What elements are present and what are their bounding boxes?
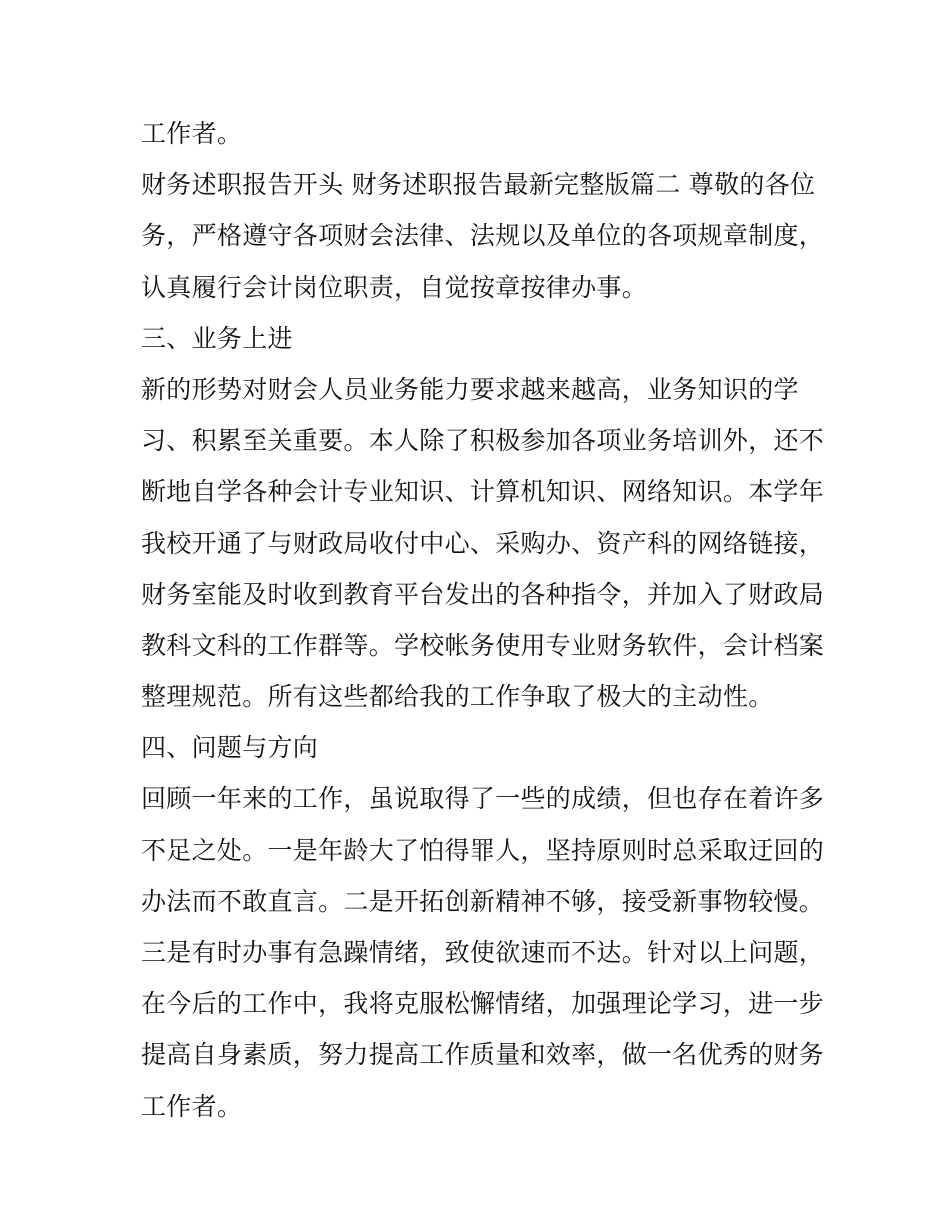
text-line: 在今后的工作中，我将克服松懈情绪，加强理论学习，进一步 <box>141 989 825 1019</box>
text-line: 不足之处。一是年龄大了怕得罪人，坚持原则时总采取迂回的 <box>141 835 825 865</box>
text-line: 务，严格遵守各项财会法律、法规以及单位的各项规章制度， <box>141 221 825 251</box>
document-body <box>141 108 825 1132</box>
text-line: 我校开通了与财政局收付中心、采购办、资产科的网络链接， <box>141 528 825 558</box>
text-line: 断地自学各种会计专业知识、计算机知识、网络知识。本学年 <box>141 477 825 507</box>
text-line: 习、积累至关重要。本人除了积极参加各项业务培训外，还不 <box>141 426 825 456</box>
text-line: 工作者。 <box>141 1091 243 1121</box>
text-line: 工作者。 <box>141 119 243 148</box>
text-line: 财务述职报告开头 财务述职报告最新完整版篇二 尊敬的各位 <box>141 170 816 200</box>
section-heading: 四、问题与方向 <box>141 733 319 763</box>
text-line: 认真履行会计岗位职责，自觉按章按律办事。 <box>141 272 648 302</box>
text-line: 回顾一年来的工作，虽说取得了一些的成绩，但也存在着许多 <box>141 784 825 814</box>
text-line: 教科文科的工作群等。学校帐务使用专业财务软件，会计档案 <box>141 630 825 660</box>
text-line: 财务室能及时收到教育平台发出的各种指令，并加入了财政局 <box>141 579 825 609</box>
text-line: 整理规范。所有这些都给我的工作争取了极大的主动性。 <box>141 682 774 712</box>
text-line: 新的形势对财会人员业务能力要求越来越高，业务知识的学 <box>141 374 799 404</box>
text-line: 三是有时办事有急躁情绪，致使欲速而不达。针对以上问题， <box>141 938 825 967</box>
text-line: 提高自身素质，努力提高工作质量和效率，做一名优秀的财务 <box>141 1040 825 1070</box>
text-line: 办法而不敢直言。二是开拓创新精神不够，接受新事物较慢。 <box>141 886 825 916</box>
section-heading: 三、业务上进 <box>141 323 293 353</box>
